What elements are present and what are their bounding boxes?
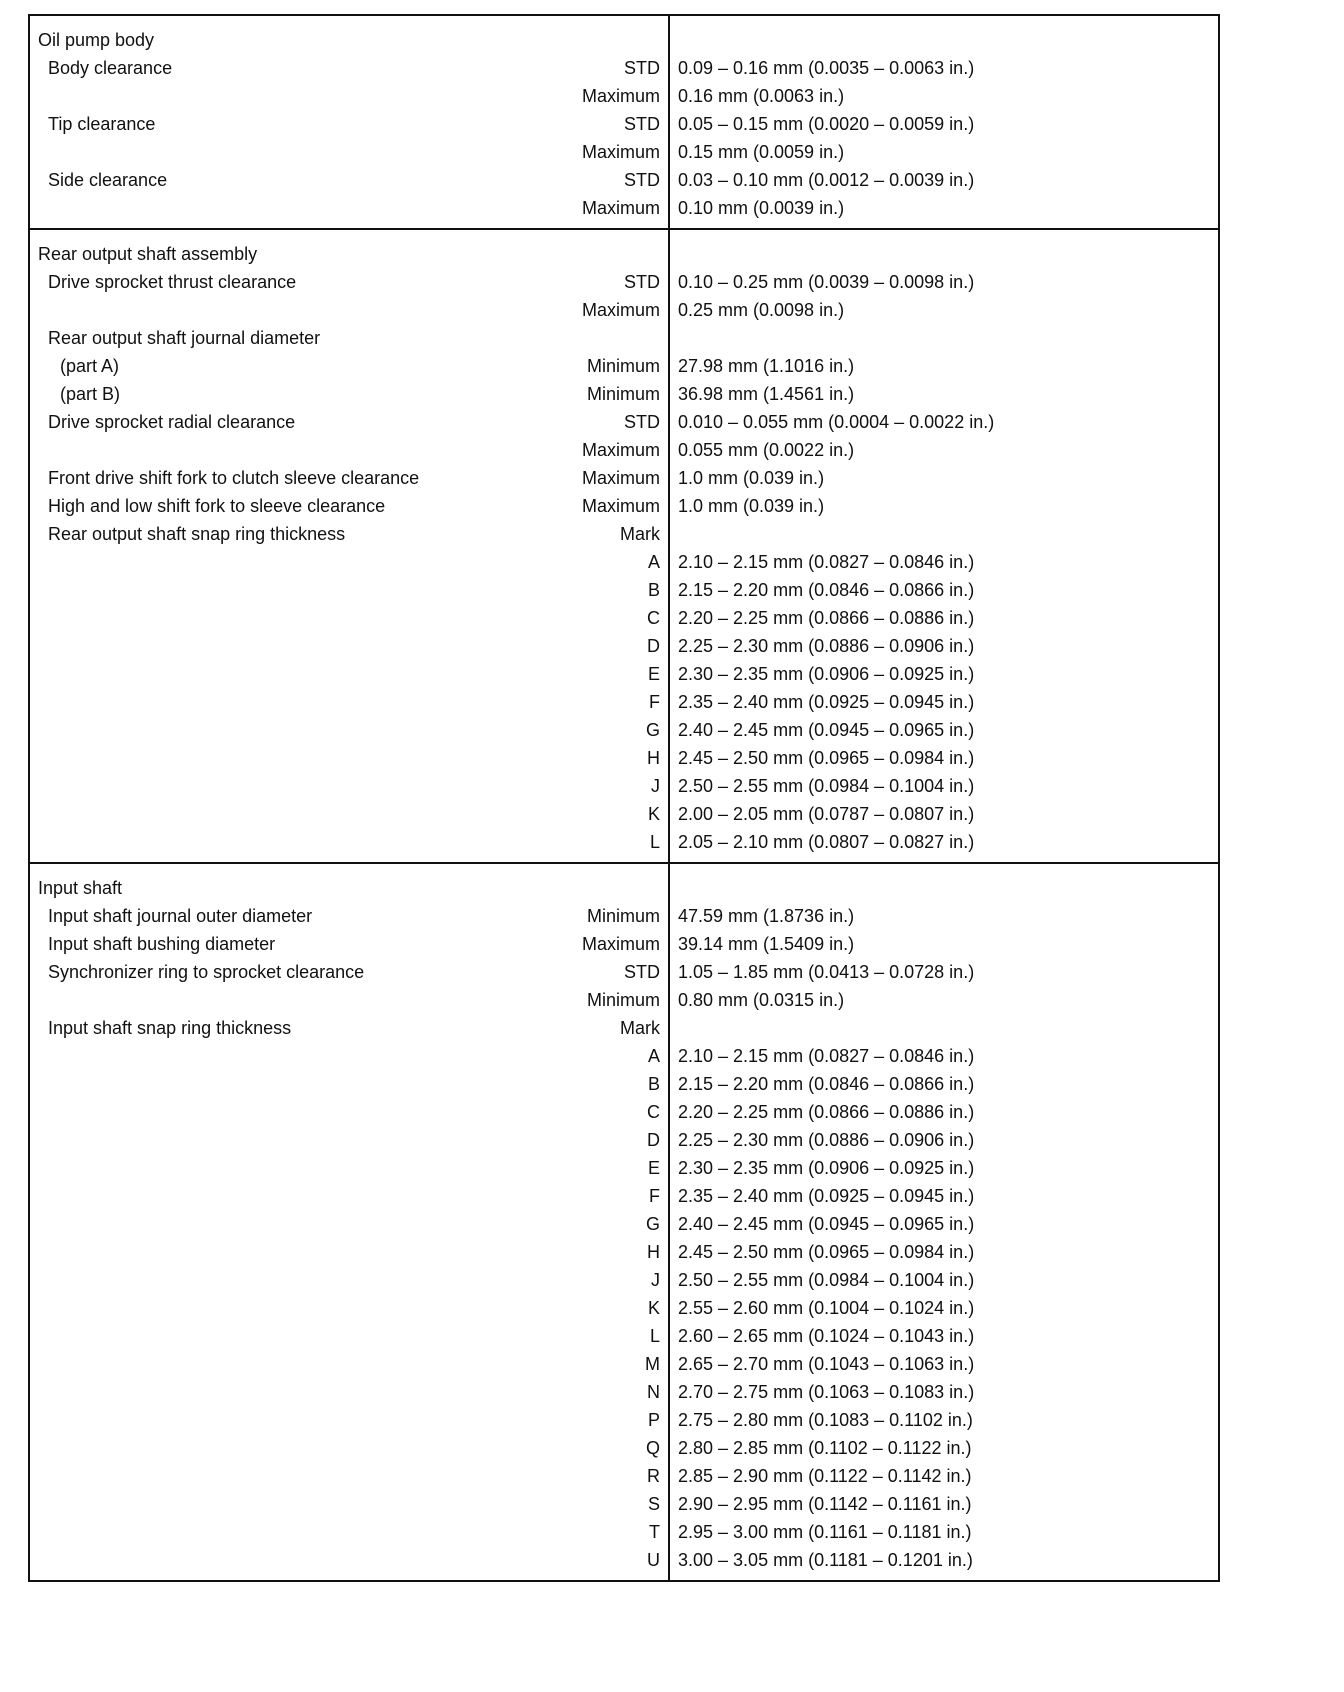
spec-value: 2.50 – 2.55 mm (0.0984 – 0.1004 in.)	[678, 776, 975, 796]
spec-label	[38, 194, 582, 222]
spec-label	[38, 1042, 648, 1070]
spec-label	[38, 436, 582, 464]
spec-label	[38, 632, 647, 660]
spec-row	[38, 1070, 660, 1098]
spec-qualifier: K	[647, 804, 660, 824]
spec-value: 1.05 – 1.85 mm (0.0413 – 0.0728 in.)	[678, 962, 975, 982]
spec-qualifier: D	[647, 1130, 660, 1150]
spec-row	[38, 296, 660, 324]
spec-label	[38, 138, 582, 166]
spec-value: 2.60 – 2.65 mm (0.1024 – 0.1043 in.)	[678, 1326, 975, 1346]
spec-row	[38, 1406, 660, 1434]
spec-qualifier: T	[649, 1522, 660, 1542]
spec-qualifier: STD	[624, 412, 660, 432]
spec-row	[38, 110, 660, 138]
spec-qualifier: Q	[645, 1438, 660, 1458]
spec-section	[30, 16, 1218, 228]
spec-label: Body clearance	[48, 58, 173, 78]
spec-value: 2.15 – 2.20 mm (0.0846 – 0.0866 in.)	[678, 1074, 975, 1094]
spec-value: 0.15 mm (0.0059 in.)	[678, 142, 845, 162]
spec-value: 0.055 mm (0.0022 in.)	[678, 440, 855, 460]
spec-value: 0.010 – 0.055 mm (0.0004 – 0.0022 in.)	[678, 412, 995, 432]
spec-row	[38, 492, 660, 520]
spec-qualifier: E	[647, 1158, 660, 1178]
spec-value	[678, 324, 1218, 352]
spec-label: Side clearance	[48, 170, 168, 190]
spec-row	[38, 1042, 660, 1070]
spec-values-column	[670, 16, 1218, 228]
spec-qualifier: M	[645, 1354, 660, 1374]
spec-qualifier: C	[647, 608, 660, 628]
section-title-spacer	[678, 240, 1218, 268]
spec-label	[38, 1546, 647, 1574]
spec-qualifier: STD	[624, 272, 660, 292]
spec-value: 2.75 – 2.80 mm (0.1083 – 0.1102 in.)	[678, 1410, 973, 1430]
section-title: Rear output shaft assembly	[38, 244, 258, 264]
spec-label	[38, 716, 646, 744]
spec-label	[38, 1406, 648, 1434]
spec-value: 0.09 – 0.16 mm (0.0035 – 0.0063 in.)	[678, 58, 975, 78]
spec-value: 39.14 mm (1.5409 in.)	[678, 934, 855, 954]
spec-qualifier: S	[647, 1494, 660, 1514]
spec-value: 2.10 – 2.15 mm (0.0827 – 0.0846 in.)	[678, 1046, 975, 1066]
spec-value: 0.80 mm (0.0315 in.)	[678, 990, 845, 1010]
spec-row	[38, 930, 660, 958]
spec-row	[38, 688, 660, 716]
spec-label: Input shaft journal outer diameter	[48, 906, 313, 926]
spec-label	[38, 1294, 648, 1322]
spec-value: 2.85 – 2.90 mm (0.1122 – 0.1142 in.)	[678, 1466, 972, 1486]
spec-value: 47.59 mm (1.8736 in.)	[678, 906, 855, 926]
spec-row	[38, 1210, 660, 1238]
spec-qualifier: Mark	[620, 524, 660, 544]
spec-value: 0.03 – 0.10 mm (0.0012 – 0.0039 in.)	[678, 170, 975, 190]
spec-qualifier: N	[647, 1382, 660, 1402]
spec-label: High and low shift fork to sleeve clearance	[48, 496, 386, 516]
spec-qualifier: H	[647, 748, 660, 768]
spec-row	[38, 986, 660, 1014]
spec-row	[38, 772, 660, 800]
spec-qualifier: L	[649, 1326, 660, 1346]
spec-row	[38, 352, 660, 380]
spec-qualifier: B	[647, 580, 660, 600]
spec-row	[38, 1098, 660, 1126]
spec-row	[38, 1154, 660, 1182]
spec-value: 2.40 – 2.45 mm (0.0945 – 0.0965 in.)	[678, 720, 975, 740]
spec-row	[38, 716, 660, 744]
spec-section	[30, 862, 1218, 1580]
spec-label: Tip clearance	[48, 114, 156, 134]
spec-value: 0.05 – 0.15 mm (0.0020 – 0.0059 in.)	[678, 114, 975, 134]
spec-labels-column	[30, 864, 670, 1580]
spec-row	[38, 1238, 660, 1266]
spec-label	[38, 548, 648, 576]
spec-label: (part B)	[60, 384, 121, 404]
spec-section	[30, 228, 1218, 862]
spec-qualifier: Mark	[620, 1018, 660, 1038]
spec-qualifier: Minimum	[586, 356, 660, 376]
spec-qualifier: B	[647, 1074, 660, 1094]
spec-value: 2.10 – 2.15 mm (0.0827 – 0.0846 in.)	[678, 552, 975, 572]
spec-qualifier: F	[649, 692, 660, 712]
spec-row	[38, 1434, 660, 1462]
spec-row	[38, 902, 660, 930]
spec-row	[38, 1462, 660, 1490]
spec-row	[38, 166, 660, 194]
spec-label: Input shaft snap ring thickness	[48, 1018, 292, 1038]
spec-values-column	[670, 230, 1218, 862]
spec-qualifier: K	[647, 1298, 660, 1318]
spec-label	[38, 576, 648, 604]
spec-value: 0.25 mm (0.0098 in.)	[678, 300, 845, 320]
spec-label	[38, 1434, 646, 1462]
spec-qualifier: G	[645, 720, 660, 740]
spec-qualifier: Maximum	[581, 934, 660, 954]
spec-value: 0.10 – 0.25 mm (0.0039 – 0.0098 in.)	[678, 272, 975, 292]
spec-row	[38, 54, 660, 82]
spec-label	[38, 800, 648, 828]
spec-label	[38, 1070, 648, 1098]
spec-qualifier: J	[651, 1270, 660, 1290]
spec-row	[38, 828, 660, 856]
spec-row	[38, 576, 660, 604]
spec-label	[38, 828, 650, 856]
section-title-spacer	[678, 874, 1218, 902]
spec-value: 27.98 mm (1.1016 in.)	[678, 356, 855, 376]
spec-row	[38, 744, 660, 772]
spec-row	[38, 1182, 660, 1210]
spec-qualifier: L	[649, 832, 660, 852]
spec-value: 0.16 mm (0.0063 in.)	[678, 86, 845, 106]
spec-value: 3.00 – 3.05 mm (0.1181 – 0.1201 in.)	[678, 1550, 973, 1570]
spec-qualifier: Maximum	[581, 142, 660, 162]
spec-value: 2.70 – 2.75 mm (0.1063 – 0.1083 in.)	[678, 1382, 975, 1402]
spec-row	[38, 82, 660, 110]
spec-qualifier: Minimum	[586, 990, 660, 1010]
spec-label	[38, 1154, 648, 1182]
section-title: Oil pump body	[38, 30, 155, 50]
spec-row	[38, 436, 660, 464]
spec-row	[38, 1546, 660, 1574]
spec-label: Rear output shaft journal diameter	[48, 328, 321, 348]
spec-value: 0.10 mm (0.0039 in.)	[678, 198, 845, 218]
spec-qualifier: Minimum	[586, 906, 660, 926]
spec-value: 2.35 – 2.40 mm (0.0925 – 0.0945 in.)	[678, 1186, 975, 1206]
spec-qualifier: STD	[624, 170, 660, 190]
spec-value: 2.20 – 2.25 mm (0.0866 – 0.0886 in.)	[678, 1102, 975, 1122]
spec-row	[38, 632, 660, 660]
spec-label	[38, 1350, 645, 1378]
spec-qualifier: U	[647, 1550, 660, 1570]
spec-qualifier: A	[647, 552, 660, 572]
spec-value: 2.05 – 2.10 mm (0.0807 – 0.0827 in.)	[678, 832, 975, 852]
spec-row	[38, 800, 660, 828]
spec-label: (part A)	[60, 356, 120, 376]
spec-qualifier: C	[647, 1102, 660, 1122]
spec-values-column	[670, 864, 1218, 1580]
spec-value: 2.30 – 2.35 mm (0.0906 – 0.0925 in.)	[678, 664, 975, 684]
spec-value: 1.0 mm (0.039 in.)	[678, 496, 825, 516]
spec-qualifier: D	[647, 636, 660, 656]
spec-row	[38, 380, 660, 408]
spec-label	[38, 1210, 646, 1238]
spec-value	[678, 520, 1218, 548]
spec-qualifier: F	[649, 1186, 660, 1206]
spec-label	[38, 82, 582, 110]
spec-row	[38, 1378, 660, 1406]
spec-qualifier: STD	[624, 962, 660, 982]
spec-qualifier: E	[647, 664, 660, 684]
spec-row	[38, 660, 660, 688]
spec-label	[38, 1266, 651, 1294]
spec-value: 2.25 – 2.30 mm (0.0886 – 0.0906 in.)	[678, 636, 975, 656]
spec-value: 1.0 mm (0.039 in.)	[678, 468, 825, 488]
spec-label	[38, 688, 649, 716]
spec-value: 2.80 – 2.85 mm (0.1102 – 0.1122 in.)	[678, 1438, 972, 1458]
spec-value: 36.98 mm (1.4561 in.)	[678, 384, 855, 404]
spec-value: 2.20 – 2.25 mm (0.0866 – 0.0886 in.)	[678, 608, 975, 628]
spec-label	[38, 296, 582, 324]
spec-value: 2.55 – 2.60 mm (0.1004 – 0.1024 in.)	[678, 1298, 975, 1318]
spec-qualifier: G	[645, 1214, 660, 1234]
spec-label: Synchronizer ring to sprocket clearance	[48, 962, 365, 982]
spec-row	[38, 1266, 660, 1294]
spec-value: 2.35 – 2.40 mm (0.0925 – 0.0945 in.)	[678, 692, 975, 712]
spec-label	[38, 1462, 647, 1490]
spec-value: 2.45 – 2.50 mm (0.0965 – 0.0984 in.)	[678, 1242, 975, 1262]
spec-row	[38, 520, 660, 548]
spec-label	[38, 1238, 647, 1266]
spec-row	[38, 324, 660, 352]
spec-row	[38, 1322, 660, 1350]
spec-row	[38, 958, 660, 986]
spec-qualifier: Maximum	[581, 198, 660, 218]
spec-value: 2.00 – 2.05 mm (0.0787 – 0.0807 in.)	[678, 804, 975, 824]
spec-labels-column	[30, 16, 670, 228]
spec-qualifier: Maximum	[581, 496, 660, 516]
spec-label	[38, 604, 647, 632]
spec-row	[38, 1518, 660, 1546]
spec-labels-column	[30, 230, 670, 862]
spec-qualifier: H	[647, 1242, 660, 1262]
spec-label	[38, 1126, 647, 1154]
spec-qualifier: Maximum	[581, 468, 660, 488]
spec-value: 2.65 – 2.70 mm (0.1043 – 0.1063 in.)	[678, 1354, 975, 1374]
section-title-spacer	[678, 26, 1218, 54]
spec-value: 2.15 – 2.20 mm (0.0846 – 0.0866 in.)	[678, 580, 975, 600]
spec-value: 2.90 – 2.95 mm (0.1142 – 0.1161 in.)	[678, 1494, 972, 1514]
spec-row	[38, 604, 660, 632]
spec-label	[38, 1322, 650, 1350]
spec-row	[38, 1294, 660, 1322]
spec-label	[38, 1182, 649, 1210]
spec-label: Rear output shaft snap ring thickness	[48, 524, 346, 544]
spec-row	[38, 464, 660, 492]
spec-label: Front drive shift fork to clutch sleeve clearance	[48, 468, 420, 488]
spec-label	[38, 660, 648, 688]
spec-row	[38, 1490, 660, 1518]
spec-value	[678, 1014, 1218, 1042]
spec-qualifier: Maximum	[581, 440, 660, 460]
spec-value: 2.25 – 2.30 mm (0.0886 – 0.0906 in.)	[678, 1130, 975, 1150]
spec-qualifier: STD	[624, 114, 660, 134]
spec-qualifier: R	[647, 1466, 660, 1486]
spec-qualifier: P	[647, 1410, 660, 1430]
spec-label	[38, 744, 647, 772]
spec-qualifier: STD	[624, 58, 660, 78]
spec-label: Input shaft bushing diameter	[48, 934, 276, 954]
spec-row	[38, 194, 660, 222]
spec-value: 2.40 – 2.45 mm (0.0945 – 0.0965 in.)	[678, 1214, 975, 1234]
spec-label	[38, 1378, 647, 1406]
spec-row	[38, 138, 660, 166]
spec-qualifier: J	[651, 776, 660, 796]
spec-row	[38, 548, 660, 576]
spec-label: Drive sprocket radial clearance	[48, 412, 296, 432]
spec-label	[38, 1518, 649, 1546]
spec-row	[38, 1126, 660, 1154]
spec-qualifier: Minimum	[586, 384, 660, 404]
spec-value: 2.50 – 2.55 mm (0.0984 – 0.1004 in.)	[678, 1270, 975, 1290]
spec-row	[38, 408, 660, 436]
spec-row	[38, 268, 660, 296]
spec-row	[38, 1350, 660, 1378]
spec-label	[38, 772, 651, 800]
spec-label	[38, 1098, 647, 1126]
spec-label	[38, 1490, 648, 1518]
spec-qualifier: Maximum	[581, 300, 660, 320]
spec-qualifier: Maximum	[581, 86, 660, 106]
spec-row	[38, 1014, 660, 1042]
spec-label: Drive sprocket thrust clearance	[48, 272, 297, 292]
spec-qualifier: A	[647, 1046, 660, 1066]
spec-value: 2.30 – 2.35 mm (0.0906 – 0.0925 in.)	[678, 1158, 975, 1178]
spec-value: 2.95 – 3.00 mm (0.1161 – 0.1181 in.)	[678, 1522, 972, 1542]
spec-label	[38, 986, 587, 1014]
section-title: Input shaft	[38, 878, 123, 898]
spec-value: 2.45 – 2.50 mm (0.0965 – 0.0984 in.)	[678, 748, 975, 768]
spec-table	[28, 14, 1220, 1582]
